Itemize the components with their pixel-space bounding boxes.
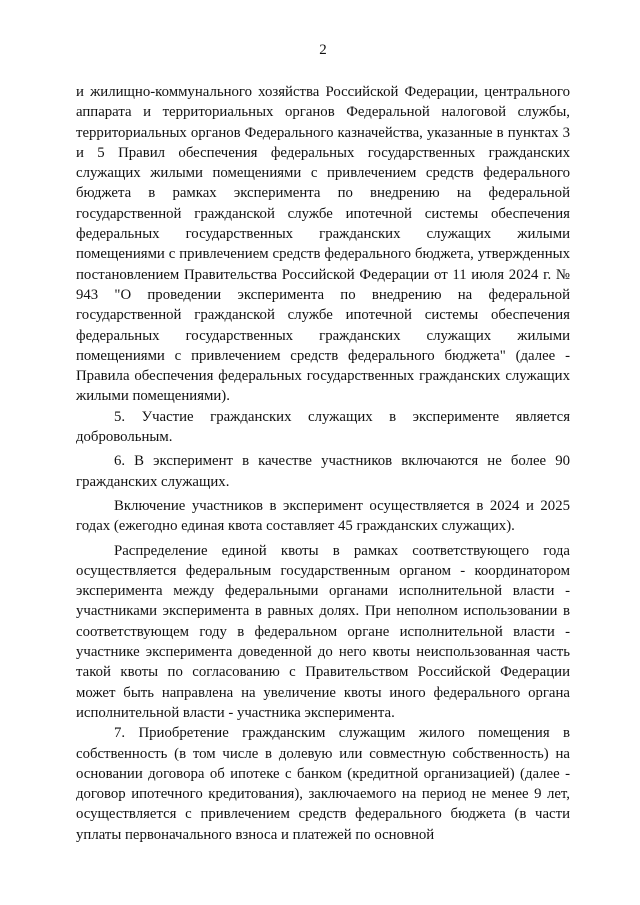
paragraph-quota-distribution: Распределение единой квоты в рамках соответствующего года осуществляется федеральным государственным органом - координатором эксперимента между федеральными органами исполнительной власти - участниками эксперимента в равных долях. При неполном использовании в соответствующем году в федеральном органе исполнительной власти - участнике эксперимента доведенной до него квоты неиспользованная часть такой квоты по согласованию с Правительством Российской Федерации может быть направлена на увеличение квоты иного федерального органа исполнительной власти - участника эксперимента. [76,542,570,721]
paragraph-item-5: 5. Участие гражданских служащих в эксперименте является добровольным. [76,408,570,446]
paragraph-item-7: 7. Приобретение гражданским служащим жилого помещения в собственность (в том числе в долевую или совместную собственность) на основании договора об ипотеке с банком (кредитной организацией) (далее - договор ипотечного кредитования), заключаемого на период не менее 9 лет, осуществляется с привлечением средств федерального бюджета (в части уплаты первоначального взноса и платежей по основной [76,725,570,843]
page-number: 2 [319,42,327,58]
paragraph-continuation: и жилищно-коммунального хозяйства Российской Федерации, центрального аппарата и территориальных органов Федеральной налоговой службы, территориальных органов Федерального казначейства, указанные в пунктах 3 и 5 Правил обеспечения федеральных государственных гражданских служащих жилыми помещениями с привлечением средств федерального бюджета в рамках эксперимента по внедрению на федеральной государственной гражданской службе ипотечной системы обеспечения федеральных государственных гражданских служащих жилыми помещениями с привлечением средств федерального бюджета, утвержденных постановлением Правительства Российской Федерации от 11 июля 2024 г. № 943 "О проведении эксперимента по внедрению на федеральной государственной гражданской службе ипотечной системы обеспечения федеральных государственных гражданских служащих жилыми помещениями с привлечением средств федерального бюджета" (далее - Правила обеспечения федеральных государственных гражданских служащих жилыми помещениями). [76,84,570,405]
document-body [76,82,570,845]
paragraph-item-6: 6. В эксперимент в качестве участников включаются не более 90 гражданских служащих. [76,453,570,490]
paragraph-inclusion: Включение участников в эксперимент осуществляется в 2024 и 2025 годах (ежегодно единая квота составляет 45 гражданских служащих). [76,497,570,535]
